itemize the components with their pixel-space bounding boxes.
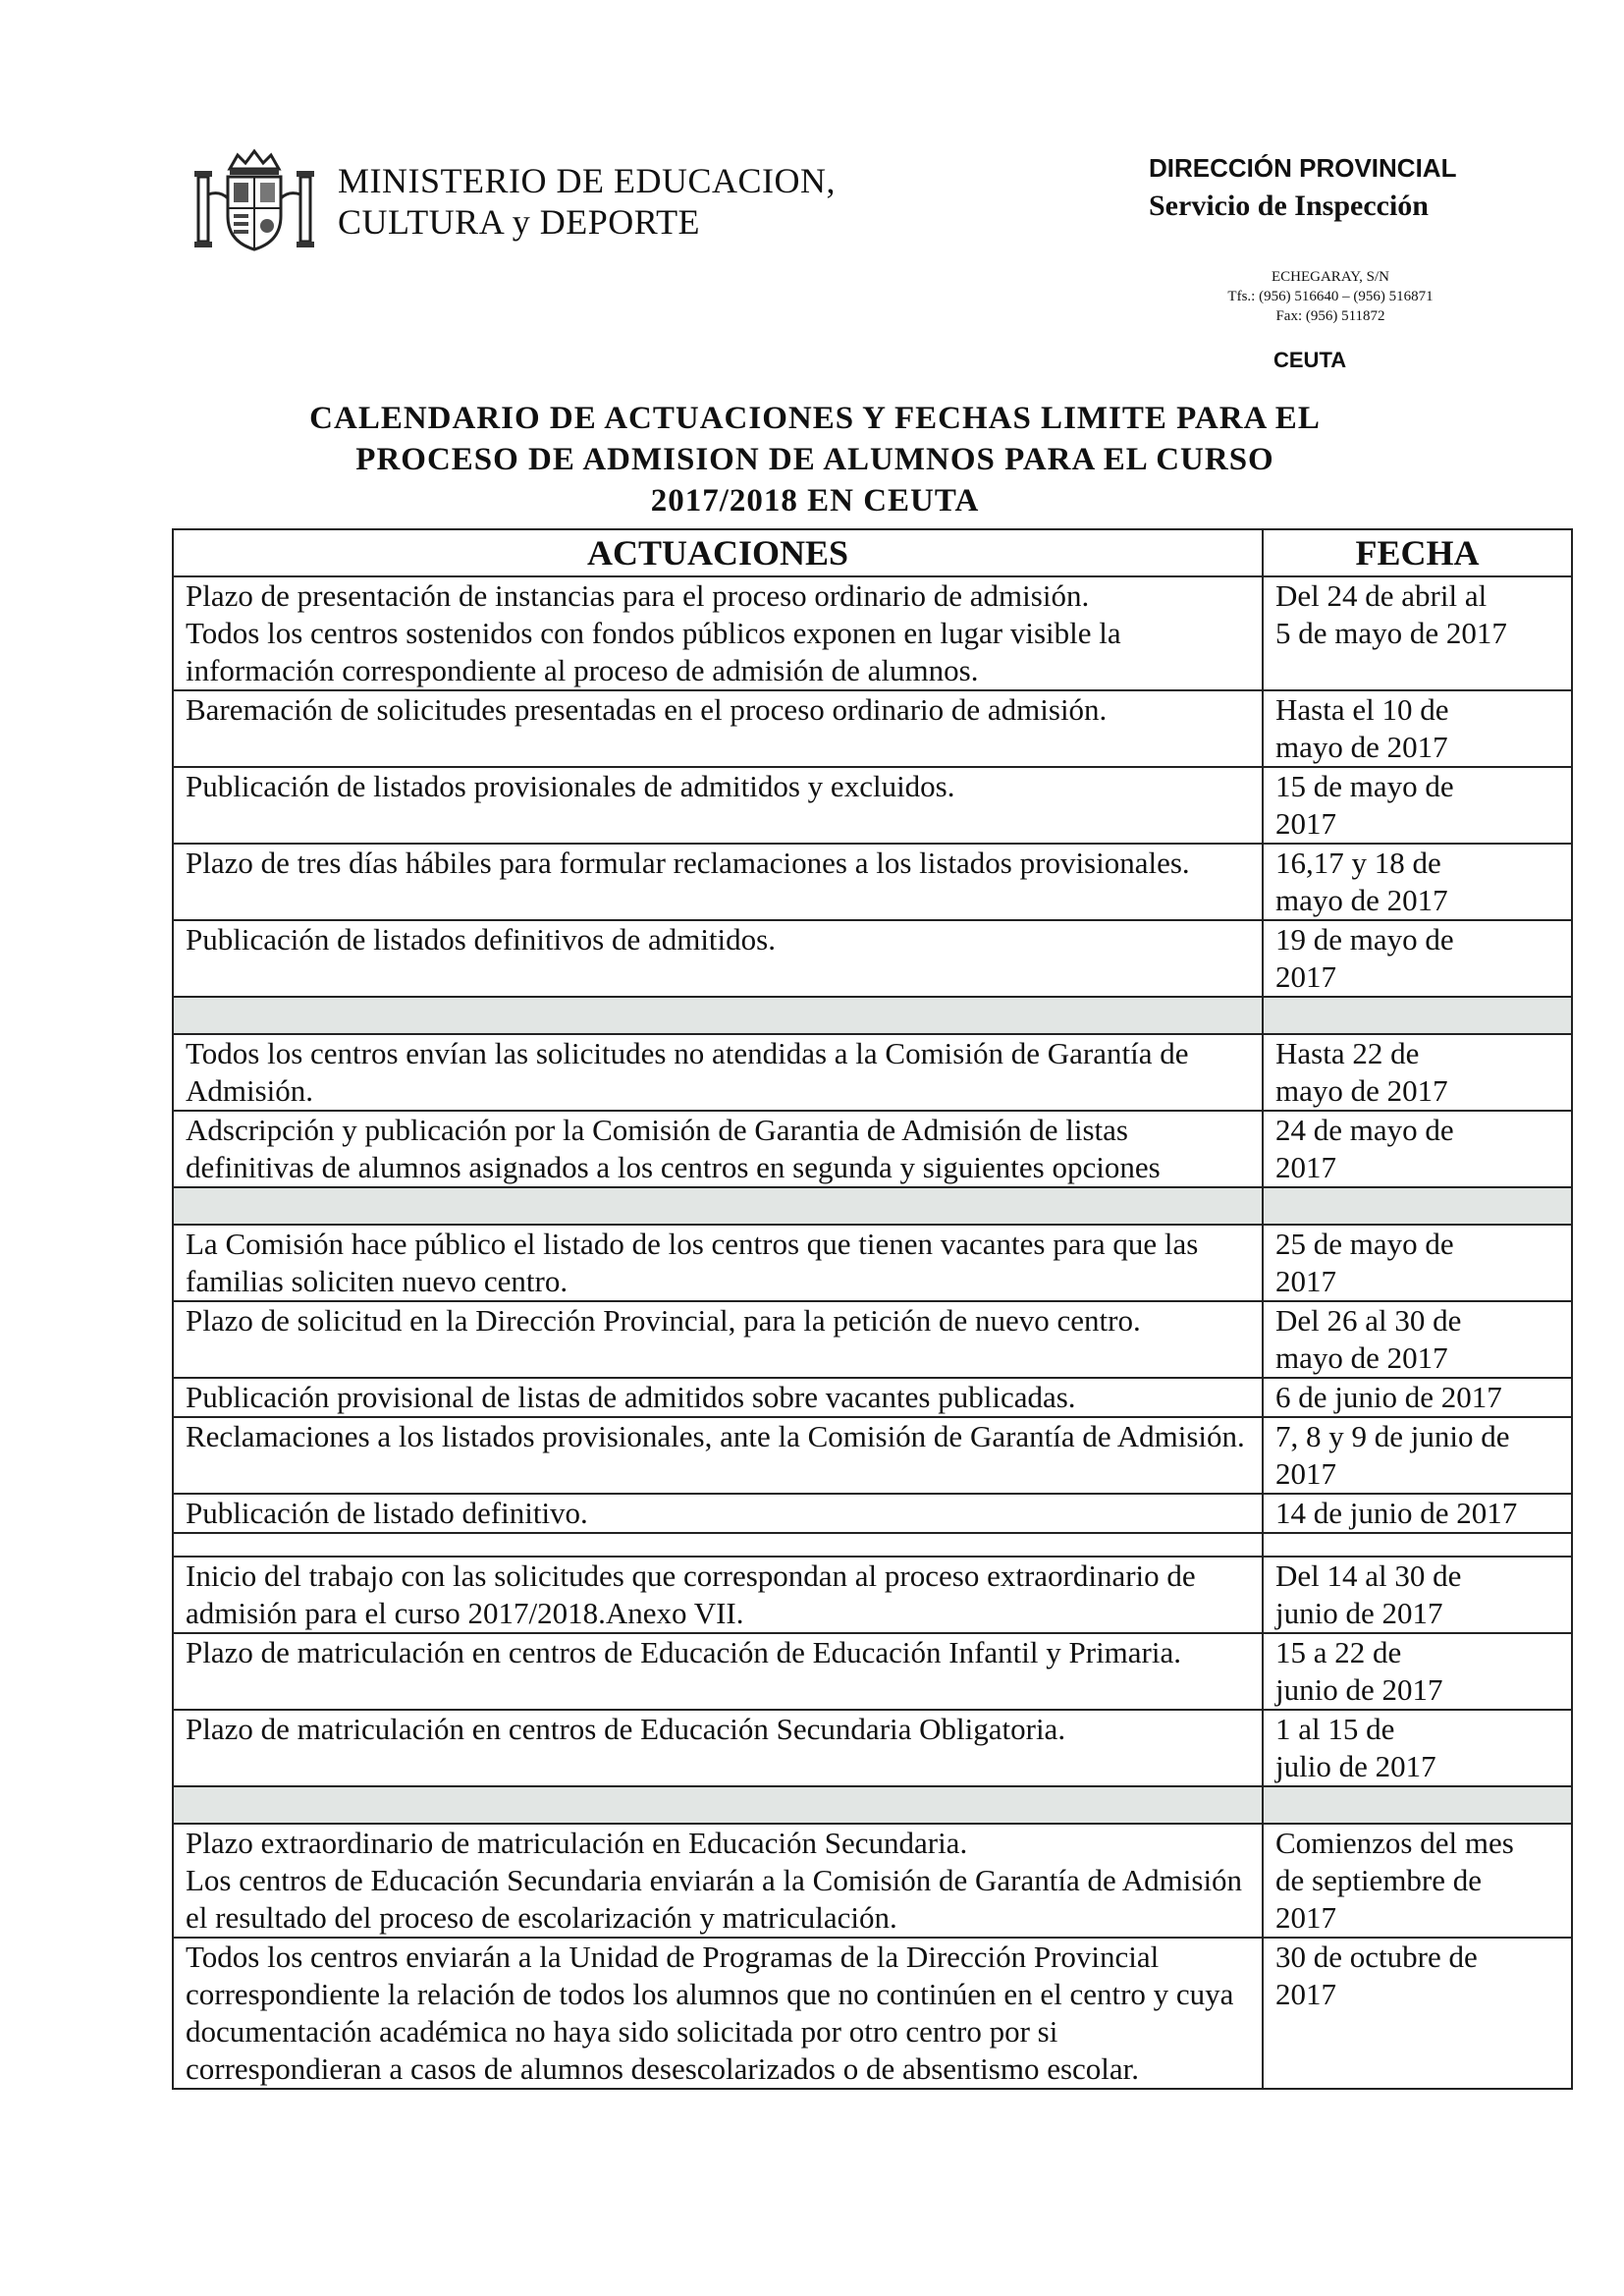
separator-cell — [173, 997, 1263, 1034]
table-row — [173, 1225, 1572, 1301]
actuacion-cell: Publicación de listados provisionales de admitidos y excluidos. — [173, 767, 1263, 844]
address-block — [1168, 267, 1492, 326]
actuacion-cell: Todos los centros envían las solicitudes no atendidas a la Comisión de Garantía de Admisión. — [173, 1034, 1263, 1111]
table-row — [173, 1824, 1572, 1938]
separator-cell — [1263, 997, 1572, 1034]
actuacion-cell: Baremación de solicitudes presentadas en el proceso ordinario de admisión. — [173, 690, 1263, 767]
separator-cell — [1263, 1786, 1572, 1824]
separator-cell — [173, 1187, 1263, 1225]
separator-cell — [1263, 1533, 1572, 1557]
actuacion-cell: Plazo de solicitud en la Dirección Provincial, para la petición de nuevo centro. — [173, 1301, 1263, 1378]
table-row — [173, 1111, 1572, 1187]
actuacion-cell: Publicación provisional de listas de admitidos sobre vacantes publicadas. — [173, 1378, 1263, 1417]
table-row — [173, 576, 1572, 690]
document-title — [196, 398, 1434, 521]
provincial-direction — [1149, 153, 1492, 223]
fecha-cell: 6 de junio de 2017 — [1263, 1378, 1572, 1417]
actuacion-cell: La Comisión hace público el listado de los centros que tienen vacantes para que las familias soliciten nuevo centro. — [173, 1225, 1263, 1301]
fecha-cell: 15 a 22 de junio de 2017 — [1263, 1633, 1572, 1710]
title-line3: 2017/2018 EN CEUTA — [650, 483, 980, 519]
table-row — [173, 1633, 1572, 1710]
actuacion-cell: Plazo de tres días hábiles para formular reclamaciones a los listados provisionales. — [173, 844, 1263, 920]
service-label: Servicio de Inspección — [1149, 190, 1429, 222]
address: ECHEGARAY, S/N — [1271, 269, 1390, 285]
actuacion-cell: Plazo de presentación de instancias para el proceso ordinario de admisión. Todos los centros sostenidos con fondos públicos exponen en lugar visible la información correspondiente al proceso de admisión de alumnos. — [173, 576, 1263, 690]
phones: Tfs.: (956) 516640 – (956) 516871 — [1227, 289, 1434, 304]
separator-cell — [173, 1533, 1263, 1557]
city: CEUTA — [1273, 348, 1347, 372]
actuacion-cell: Todos los centros enviarán a la Unidad de Programas de la Dirección Provincial correspondiente la relación de todos los alumnos que no continúen en el centro y cuya documentación académica no haya sido solicitada por otro centro por si correspondieran a casos de alumnos desescolarizados o de absentismo escolar. — [173, 1938, 1263, 2089]
table-row — [173, 1034, 1572, 1111]
actuacion-cell: Publicación de listado definitivo. — [173, 1494, 1263, 1533]
table-row — [173, 1710, 1572, 1786]
header-fecha: FECHA — [1263, 529, 1572, 576]
separator-cell — [173, 1786, 1263, 1824]
table-row — [173, 1301, 1572, 1378]
table-row — [173, 767, 1572, 844]
fecha-cell: 14 de junio de 2017 — [1263, 1494, 1572, 1533]
fecha-cell: 16,17 y 18 de mayo de 2017 — [1263, 844, 1572, 920]
fecha-cell: 15 de mayo de 2017 — [1263, 767, 1572, 844]
direction-label: DIRECCIÓN PROVINCIAL — [1149, 153, 1457, 183]
actuacion-cell: Adscripción y publicación por la Comisión de Garantia de Admisión de listas definitivas de alumnos asignados a los centros en segunda y siguientes opciones — [173, 1111, 1263, 1187]
title-line1: CALENDARIO DE ACTUACIONES Y FECHAS LIMITE PARA EL — [309, 401, 1321, 436]
actuacion-cell: Plazo de matriculación en centros de Educación de Educación Infantil y Primaria. — [173, 1633, 1263, 1710]
table-row — [173, 1494, 1572, 1533]
ministry-line2: CULTURA y DEPORTE — [338, 202, 701, 242]
fecha-cell: 25 de mayo de 2017 — [1263, 1225, 1572, 1301]
table-header-row — [173, 529, 1572, 576]
table-row — [173, 1938, 1572, 2089]
actuacion-cell: Reclamaciones a los listados provisionales, ante la Comisión de Garantía de Admisión. — [173, 1417, 1263, 1494]
fax: Fax: (956) 511872 — [1275, 308, 1385, 324]
table-row — [173, 690, 1572, 767]
table-row — [173, 844, 1572, 920]
separator-row — [173, 997, 1572, 1034]
fecha-cell: 19 de mayo de 2017 — [1263, 920, 1572, 997]
actuacion-cell: Inicio del trabajo con las solicitudes que correspondan al proceso extraordinario de admisión para el curso 2017/2018.Anexo VII. — [173, 1557, 1263, 1633]
separator-row — [173, 1786, 1572, 1824]
fecha-cell: Del 26 al 30 de mayo de 2017 — [1263, 1301, 1572, 1378]
table-row — [173, 1557, 1572, 1633]
fecha-cell: 24 de mayo de 2017 — [1263, 1111, 1572, 1187]
calendar-table — [172, 528, 1573, 2090]
coat-of-arms-icon — [190, 147, 318, 261]
actuacion-cell: Publicación de listados definitivos de admitidos. — [173, 920, 1263, 997]
fecha-cell: Hasta 22 de mayo de 2017 — [1263, 1034, 1572, 1111]
table-row — [173, 920, 1572, 997]
fecha-cell: 7, 8 y 9 de junio de 2017 — [1263, 1417, 1572, 1494]
separator-cell — [1263, 1187, 1572, 1225]
ministry-line1: MINISTERIO DE EDUCACION, — [338, 161, 836, 200]
fecha-cell: Del 14 al 30 de junio de 2017 — [1263, 1557, 1572, 1633]
calendar-body — [173, 576, 1572, 2089]
table-row — [173, 1417, 1572, 1494]
fecha-cell: 30 de octubre de 2017 — [1263, 1938, 1572, 2089]
fecha-cell: Del 24 de abril al 5 de mayo de 2017 — [1263, 576, 1572, 690]
fecha-cell: 1 al 15 de julio de 2017 — [1263, 1710, 1572, 1786]
actuacion-cell: Plazo extraordinario de matriculación en Educación Secundaria. Los centros de Educación Secundaria enviarán a la Comisión de Garantía de Admisión el resultado del proceso de escolarización y matriculación. — [173, 1824, 1263, 1938]
table-row — [173, 1378, 1572, 1417]
fecha-cell: Comienzos del mes de septiembre de 2017 — [1263, 1824, 1572, 1938]
fecha-cell: Hasta el 10 de mayo de 2017 — [1263, 690, 1572, 767]
ministry-name — [338, 160, 836, 243]
separator-row — [173, 1187, 1572, 1225]
actuacion-cell: Plazo de matriculación en centros de Educación Secundaria Obligatoria. — [173, 1710, 1263, 1786]
blank-row — [173, 1533, 1572, 1557]
header-actuaciones: ACTUACIONES — [173, 529, 1263, 576]
title-line2: PROCESO DE ADMISION DE ALUMNOS PARA EL CURSO — [355, 442, 1274, 477]
